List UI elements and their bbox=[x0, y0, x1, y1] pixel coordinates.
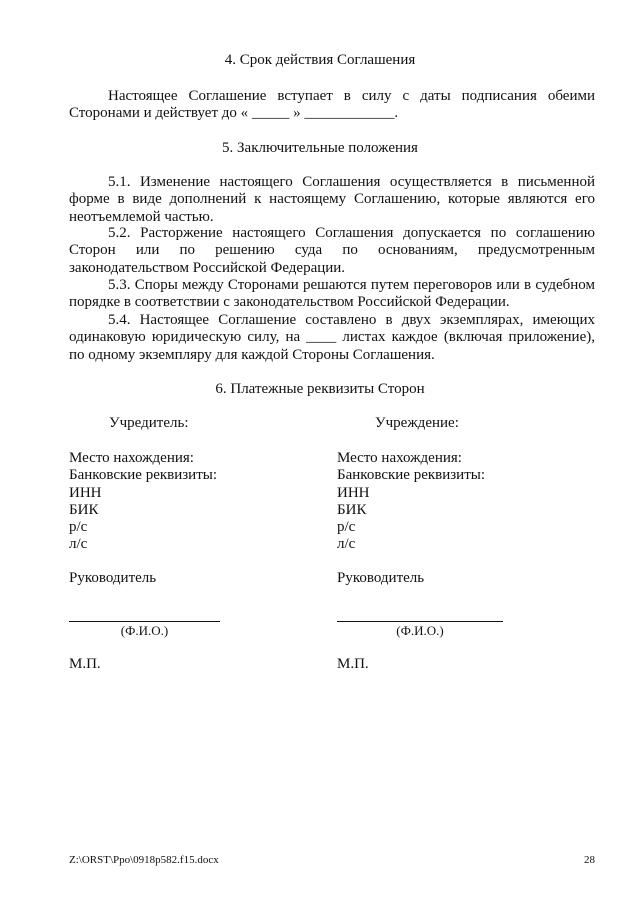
left-account-label: р/с bbox=[69, 519, 88, 536]
right-bik-label: БИК bbox=[337, 501, 367, 518]
left-requisites bbox=[69, 450, 217, 554]
clause-5-1: 5.1. Изменение настоящего Соглашения осуществляется в письменной форме в виде дополнений к настоящему Соглашению, которые являются его неотъемлемой частью. bbox=[69, 174, 595, 225]
right-requisites bbox=[337, 450, 485, 554]
section-5-title: 5. Заключительные положения bbox=[222, 140, 418, 156]
section-4-title: 4. Срок действия Соглашения bbox=[224, 52, 416, 68]
clause-5-3: 5.3. Споры между Сторонами решаются путем переговоров или в судебном порядке в соответствии с законодательством Российской Федерации. bbox=[69, 277, 595, 311]
right-name-caption: (Ф.И.О.) bbox=[396, 623, 444, 638]
left-personal-account-label: л/с bbox=[69, 536, 88, 553]
right-party-label: Учреждение: bbox=[375, 415, 459, 431]
right-head-label: Руководитель bbox=[337, 570, 425, 586]
section-4-text: Настоящее Соглашение вступает в силу с даты подписания обеими Сторонами и действует до « _____ » ____________. bbox=[69, 88, 595, 122]
left-stamp-label: М.П. bbox=[69, 656, 101, 672]
left-inn-label: ИНН bbox=[69, 484, 102, 501]
right-signature-line bbox=[337, 621, 503, 622]
left-bik-label: БИК bbox=[69, 501, 99, 518]
left-address-label: Место нахождения: bbox=[69, 450, 194, 466]
footer-file-path: Z:\ORST\Ppo\0918p582.f15.docx bbox=[69, 854, 219, 866]
right-stamp-label: М.П. bbox=[337, 656, 369, 672]
left-signature-line bbox=[69, 621, 220, 622]
left-name-caption: (Ф.И.О.) bbox=[120, 623, 169, 638]
right-bank-label: Банковские реквизиты: bbox=[337, 467, 486, 484]
left-bank-label: Банковские реквизиты: bbox=[69, 467, 218, 484]
clause-5-4: 5.4. Настоящее Соглашение составлено в двух экземплярах, имеющих одинаковую юридическую силу, на ____ листах каждое (включая приложение), по одному экземпляру для каждой Стороны Соглашения. bbox=[69, 312, 595, 363]
clause-5-2: 5.2. Расторжение настоящего Соглашения допускается по соглашению Сторон или по решению суда по основаниям, предусмотренным законодательством Российской Федерации. bbox=[69, 225, 595, 276]
section-6-title: 6. Платежные реквизиты Сторон bbox=[215, 381, 425, 397]
right-account-label: р/с bbox=[337, 519, 356, 536]
left-party-label: Учредитель: bbox=[109, 415, 189, 431]
left-head-label: Руководитель bbox=[69, 570, 157, 586]
right-personal-account-label: л/с bbox=[337, 536, 356, 553]
right-inn-label: ИНН bbox=[337, 484, 370, 501]
right-address-label: Место нахождения: bbox=[337, 450, 462, 466]
page-number: 28 bbox=[584, 854, 595, 866]
